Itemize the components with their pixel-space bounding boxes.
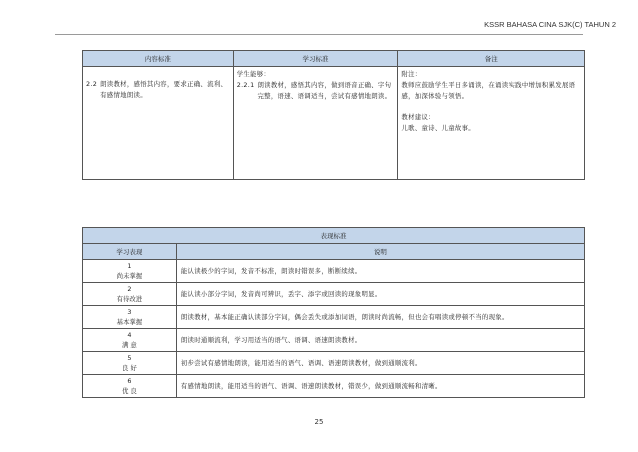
level-cell bbox=[83, 352, 177, 375]
level-number: 3 bbox=[127, 308, 132, 316]
level-description: 能认读极少的字词，发音不标准，朗读时错误多，断断续续。 bbox=[176, 260, 584, 283]
level-description: 初步尝试有感情地朗读，能用适当的语气、语调、语速朗读教材，做到通顺流利。 bbox=[176, 352, 584, 375]
learning-standard-intro: 学生能够： bbox=[236, 70, 271, 78]
level-number: 4 bbox=[127, 331, 132, 339]
level-cell bbox=[83, 329, 177, 352]
page-number: 25 bbox=[314, 418, 324, 426]
level-name: 基本掌握 bbox=[116, 318, 143, 326]
level-cell bbox=[83, 283, 177, 306]
remarks-note-label: 附注： bbox=[401, 70, 422, 78]
remarks-note-text: 教师应鼓励学生平日多诵读，在诵读实践中增加积累发展语感，加深体验与领悟。 bbox=[401, 81, 576, 100]
table-row bbox=[83, 306, 585, 329]
header-performance-level: 学习表现 bbox=[83, 244, 177, 260]
level-cell bbox=[83, 375, 177, 398]
remarks-suggest-label: 教材建议： bbox=[401, 113, 435, 121]
content-standard-code: 2.2 bbox=[86, 80, 98, 88]
table-row bbox=[83, 329, 585, 352]
level-number: 5 bbox=[127, 354, 132, 362]
level-description: 朗读教材，基本能正确认读部分字词，偶会丢失或添加词语，朗读时尚流畅，但也会有唱读或停顿不当的现象。 bbox=[176, 306, 584, 329]
header-description: 说明 bbox=[176, 244, 584, 260]
table-row bbox=[83, 352, 585, 375]
header-learning-standard: 学习标准 bbox=[233, 51, 398, 67]
content-standard-text: 朗读教材，感悟其内容，要求正确、流利、有感情地朗读。 bbox=[100, 80, 228, 99]
header-remarks: 备注 bbox=[398, 51, 585, 67]
learning-standard-text: 朗读教材，感悟其内容，做到语音正确、字句完整，语速、语调适当，尝试有感情地朗读。 bbox=[257, 81, 392, 100]
level-name: 有待改进 bbox=[116, 295, 143, 303]
learning-standard-item bbox=[237, 80, 395, 102]
table-row bbox=[83, 283, 585, 306]
standards-table bbox=[82, 50, 585, 180]
performance-title: 表现标准 bbox=[83, 228, 585, 244]
performance-table bbox=[82, 227, 585, 398]
level-number: 6 bbox=[127, 377, 132, 385]
level-cell bbox=[83, 260, 177, 283]
level-number: 1 bbox=[127, 262, 132, 270]
level-description: 朗读时通顺流利，学习用适当的语气、语调、语速朗读教材。 bbox=[176, 329, 584, 352]
level-description: 有感情地朗读，能用适当的语气、语调、语速朗读教材，错误少，做到通顺流畅和清晰。 bbox=[176, 375, 584, 398]
running-header: KSSR BAHASA CINA SJK(C) TAHUN 2 bbox=[484, 20, 616, 29]
level-description: 能认读小部分字词，发音尚可辨识，丢字、添字或回读的现象明显。 bbox=[176, 283, 584, 306]
learning-standard-code: 2.2.1 bbox=[236, 81, 255, 89]
header-content-standard: 内容标准 bbox=[83, 51, 234, 67]
level-name: 尚未掌握 bbox=[116, 272, 143, 280]
table-row bbox=[83, 260, 585, 283]
remarks-cell bbox=[398, 67, 585, 180]
header-divider bbox=[55, 34, 583, 35]
content-standard-item bbox=[86, 79, 230, 101]
level-name: 优 良 bbox=[121, 387, 137, 395]
remarks-suggest-text: 儿歌、童诗、儿童故事。 bbox=[401, 124, 475, 132]
level-name: 良 好 bbox=[121, 364, 137, 372]
level-cell bbox=[83, 306, 177, 329]
learning-standard-cell bbox=[233, 67, 398, 180]
level-number: 2 bbox=[127, 285, 132, 293]
table-row bbox=[83, 375, 585, 398]
level-name: 满 意 bbox=[121, 341, 137, 349]
content-standard-cell bbox=[83, 67, 234, 180]
